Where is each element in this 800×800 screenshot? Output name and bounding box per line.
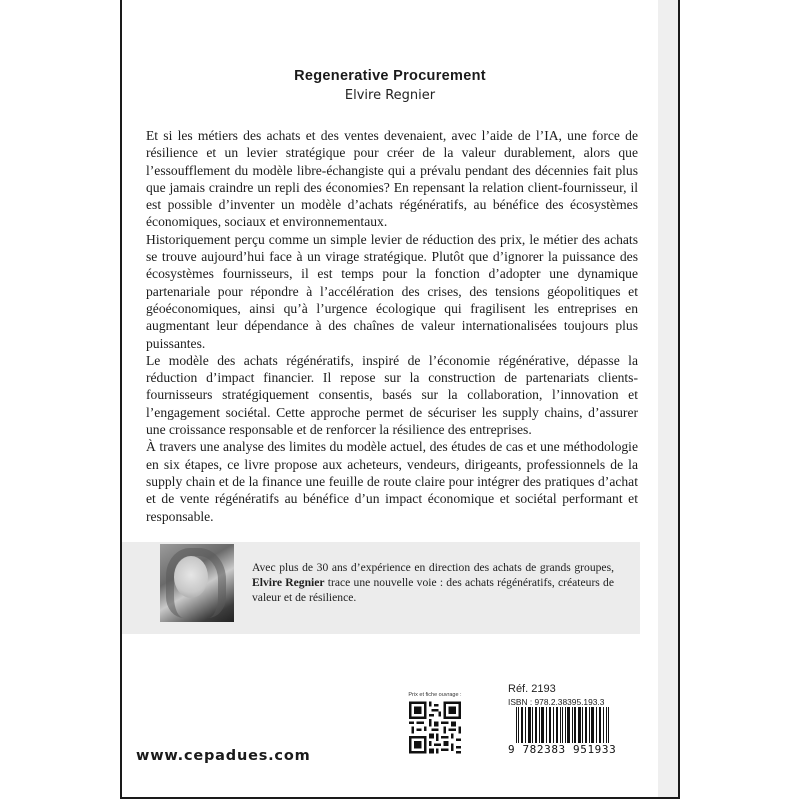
book-author: Elvire Regnier [344, 88, 436, 103]
author-panel [122, 542, 640, 634]
book-back-cover [120, 0, 680, 799]
blurb-paragraph: Le modèle des achats régénératifs, inspiré de l’économie régénérative, dépasse la réduction d’impact financier. Il repose sur la construction de partenariats clients-fournisseurs stratégiquement consentis, basés sur la collaboration, l’innovation et l’engagement sociétal. Cette approche permet de sécuriser les supply chains, d’assurer une croissance responsable et de renforcer la résilience des entreprises. [146, 352, 638, 438]
photo-face [174, 556, 208, 598]
barcode-number: 9 782383 951933 [508, 743, 617, 756]
blurb-paragraph: À travers une analyse des limites du modèle actuel, des études de cas et une méthodologie en six étapes, ce livre propose aux acheteurs, vendeurs, dirigeants, professionnels de la supply chain et de la finance une feuille de route claire pour intégrer des pratiques d’achat et de vente régénératifs au bénéfice d’un impact économique et sociétal performant et responsable. [146, 439, 638, 524]
isbn: ISBN : 978.2.38395.193.3 [508, 697, 605, 707]
bio-text-after: trace une nouvelle voie : des achats régénératifs, créateurs de valeur et de résilience. [252, 576, 614, 604]
bio-author-name: Elvire Regnier [252, 576, 325, 589]
qr-code-icon [409, 700, 461, 755]
author-photo [160, 544, 234, 622]
blurb-paragraph: Historiquement perçu comme un simple levier de réduction des prix, le métier des achats se trouve aujourd’hui face à un virage stratégique. Plutôt que d’ignorer la puissance des écosystèmes fournisseurs, il est temps pour la fonction d’adopter une dynamique partenariale pour répondre à l’accélération des crises, des tensions géopolitiques et géoéconomiques, ainsi qu’à l’urgence écologique qui fragilisent les entreprises en augmentant leur dépendance à des chaînes de valeur internationalisées toujours plus puissantes. [146, 231, 638, 351]
bio-text-before: Avec plus de 30 ans d’expérience en direction des achats de grands groupes, [252, 561, 614, 574]
blurb [146, 127, 638, 525]
qr-label: Prix et fiche ouvrage : [408, 692, 462, 698]
book-title: Regenerative Procurement [294, 68, 486, 84]
publisher-website: www.cepadues.com [136, 748, 311, 764]
author-bio [252, 560, 614, 605]
spine-shadow [658, 0, 678, 797]
blurb-paragraph: Et si les métiers des achats et des ventes devenaient, avec l’aide de l’IA, une force de résilience et un levier stratégique pour créer de la valeur durablement, alors que l’essoufflement du modèle libre-échangiste qui a prévalu pendant des décennies fait plus que jamais craindre un repli des économies? En repensant la relation client-fournisseur, il est possible d’inventer un modèle d’achats régénératifs, au bénéfice des écosystèmes économiques, sociaux et environnementaux. [146, 128, 638, 230]
barcode-digits [508, 743, 618, 756]
reference-number: Réf. 2193 [508, 683, 556, 695]
